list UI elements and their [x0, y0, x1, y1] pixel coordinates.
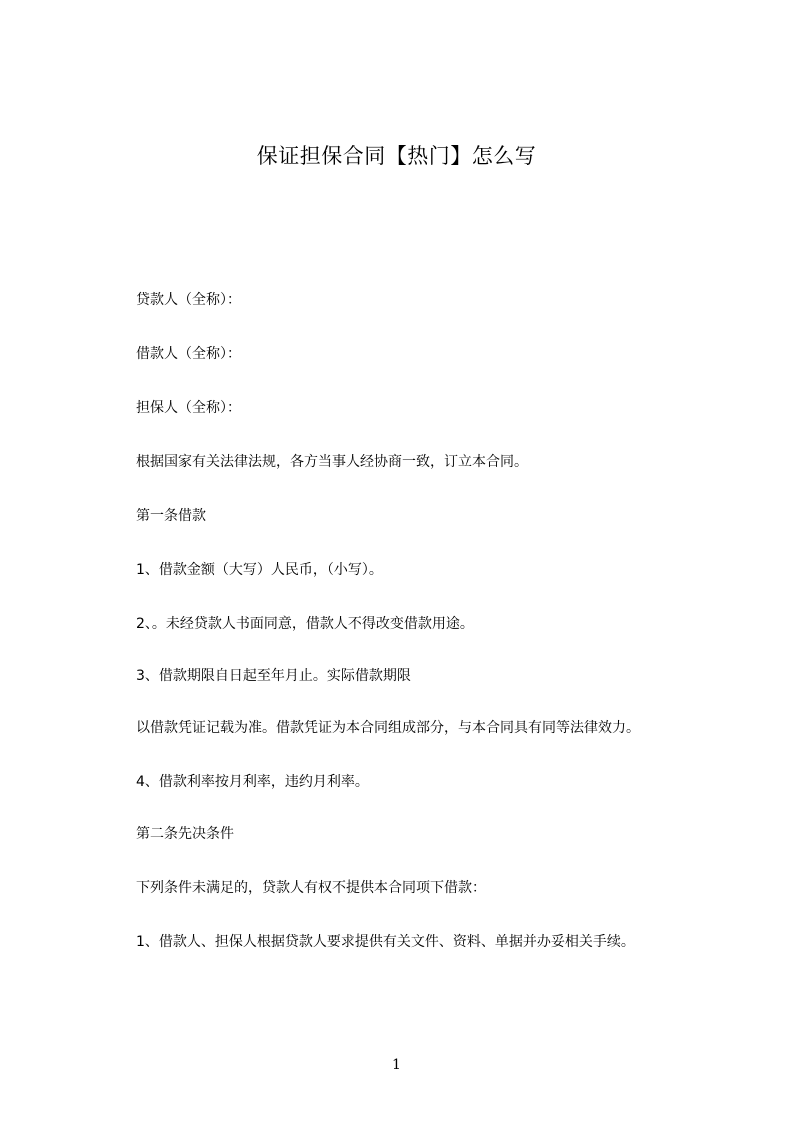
- article-two-heading: 第二条先决条件: [136, 826, 234, 842]
- borrower-line: 借款人（全称）：: [136, 346, 241, 362]
- guarantor-line: 担保人（全称）：: [136, 400, 241, 416]
- document-title: 保证担保合同【热门】怎么写: [256, 144, 537, 168]
- clause-loan-term: 3、借款期限自日起至年月止。实际借款期限: [136, 668, 411, 684]
- precondition-intro: 下列条件未满足的，贷款人有权不提供本合同项下借款：: [136, 880, 486, 896]
- lender-line: 贷款人（全称）：: [136, 292, 241, 308]
- clause-loan-purpose: 2、。未经贷款人书面同意，借款人不得改变借款用途。: [136, 616, 474, 632]
- precondition-item-1: 1、借款人、担保人根据贷款人要求提供有关文件、资料、单据并办妥相关手续。: [136, 934, 635, 950]
- preamble-paragraph: 根据国家有关法律法规，各方当事人经协商一致，订立本合同。: [136, 454, 528, 470]
- page-number: 1: [392, 1057, 401, 1073]
- clause-loan-voucher: 以借款凭证记载为准。借款凭证为本合同组成部分，与本合同具有同等法律效力。: [136, 720, 640, 736]
- article-one-heading: 第一条借款: [136, 508, 206, 524]
- clause-interest-rate: 4、借款利率按月利率，违约月利率。: [136, 774, 369, 790]
- clause-loan-amount: 1、借款金额（大写）人民币，（小写）。: [136, 562, 383, 578]
